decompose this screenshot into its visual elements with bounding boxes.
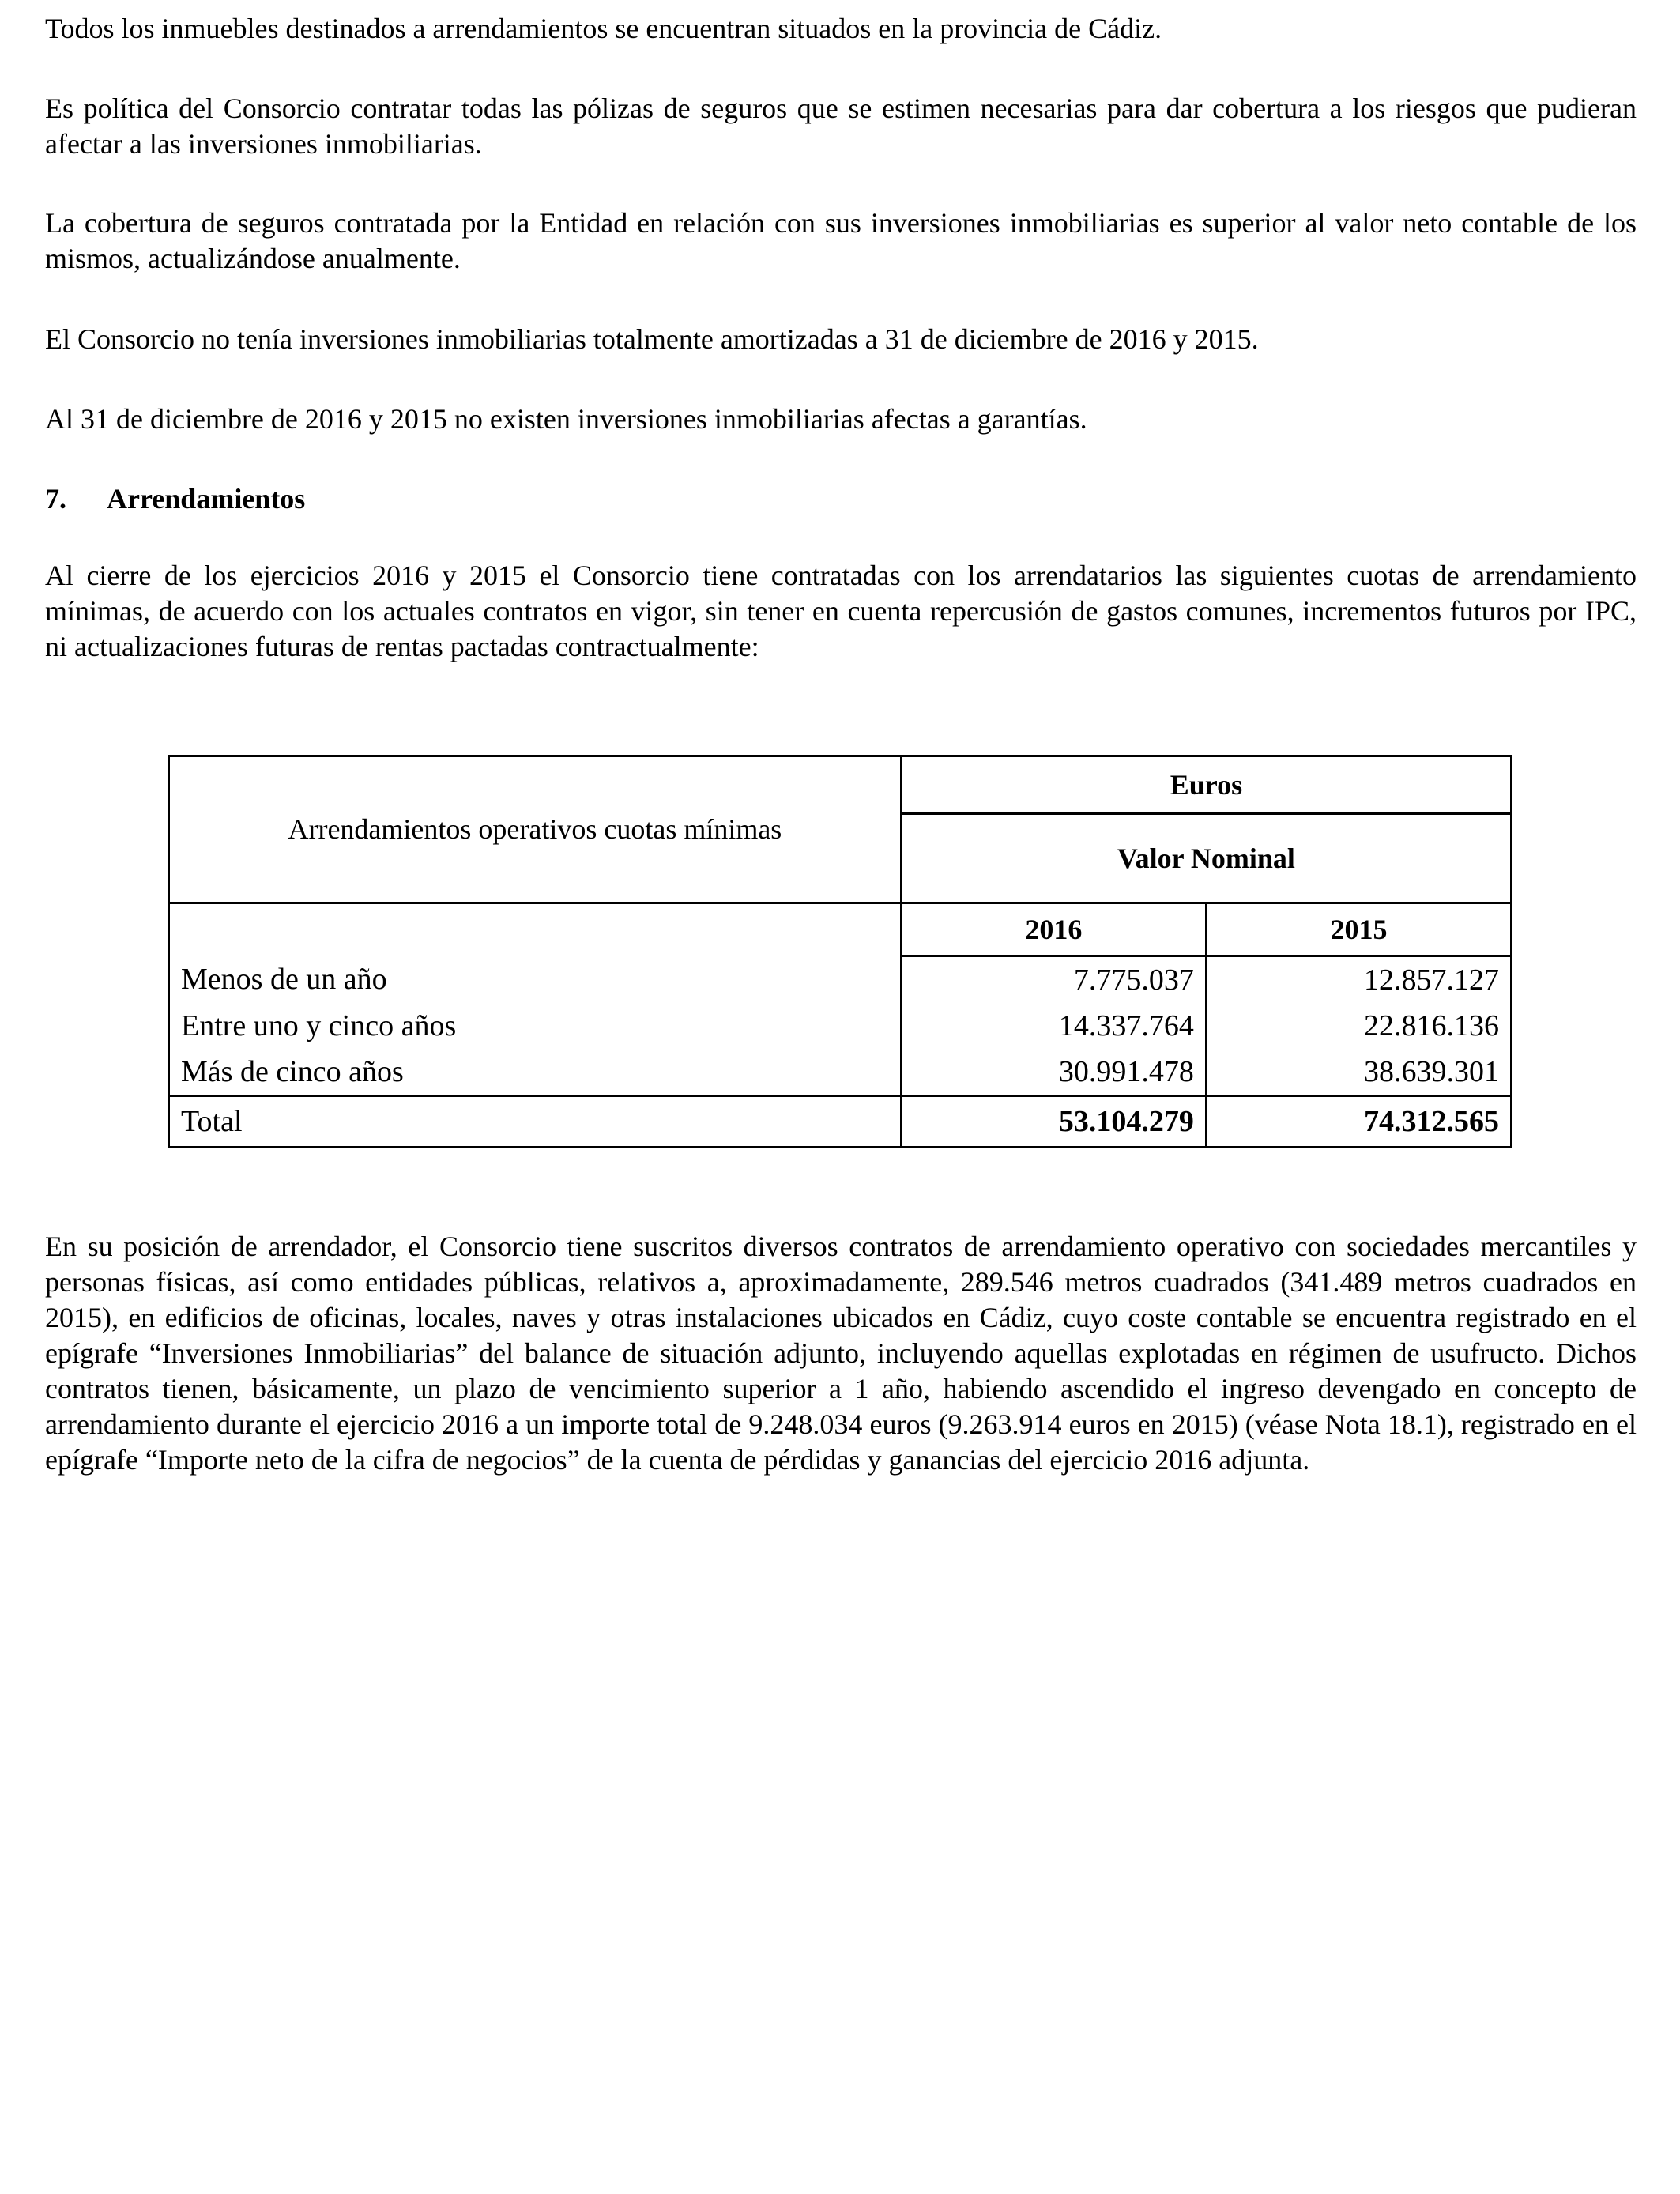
table-description-header: Arrendamientos operativos cuotas mínimas — [169, 756, 902, 903]
table-row — [169, 1049, 1512, 1096]
row-value-2015: 12.857.127 — [1206, 956, 1511, 1004]
section-heading — [45, 481, 305, 517]
total-value-2016: 53.104.279 — [901, 1096, 1206, 1148]
table-total-row — [169, 1096, 1512, 1148]
paragraph-insurance-coverage: La cobertura de seguros contratada por la Entidad en relación con sus inversiones inmobiliarias es superior al valor neto contable de los mismos, actualizándose anualmente. — [45, 207, 1637, 274]
row-value-2015: 38.639.301 — [1206, 1049, 1511, 1096]
table-row — [169, 1003, 1512, 1049]
section-number: 7. — [45, 483, 66, 515]
paragraph-guarantees: Al 31 de diciembre de 2016 y 2015 no existen inversiones inmobiliarias afectas a garantías. — [45, 403, 1087, 435]
paragraph-lessor-position: En su posición de arrendador, el Consorcio tiene suscritos diversos contratos de arrendamiento operativo con sociedades mercantiles y personas físicas, así como entidades públicas, relativos a, aproximadamente, 289.546 metros cuadrados (341.489 metros cuadrados en 2015), en edificios de oficinas, locales, naves y otras instalaciones ubicados en Cádiz, cuyo coste contable se encuentra registrado en el epígrafe “Inversiones Inmobiliarias” del balance de situación adjunto, incluyendo aquellas explotadas en régimen de usufructo. Dichos contratos tienen, básicamente, un plazo de vencimiento superior a 1 año, habiendo ascendido el ingreso devengado en concepto de arrendamiento durante el ejercicio 2016 a un importe total de 9.248.034 euros (9.263.914 euros en 2015) (véase Nota 18.1), registrado en el epígrafe “Importe neto de la cifra de negocios” de la cuenta de pérdidas y ganancias del ejercicio 2016 adjunta. — [45, 1231, 1637, 1476]
row-value-2016: 7.775.037 — [901, 956, 1206, 1004]
row-label: Entre uno y cinco años — [169, 1003, 902, 1049]
table-row — [169, 956, 1512, 1004]
row-value-2016: 14.337.764 — [901, 1003, 1206, 1049]
total-value-2015: 74.312.565 — [1206, 1096, 1511, 1148]
row-label: Menos de un año — [169, 956, 902, 1004]
paragraph-insurance-policy: Es política del Consorcio contratar todas las pólizas de seguros que se estimen necesarias para dar cobertura a los riesgos que pudieran afectar a las inversiones inmobiliarias. — [45, 92, 1637, 160]
paragraph-location: Todos los inmuebles destinados a arrendamientos se encuentran situados en la provincia de Cádiz. — [45, 13, 1162, 44]
row-label: Más de cinco años — [169, 1049, 902, 1096]
paragraph-amortized: El Consorcio no tenía inversiones inmobiliarias totalmente amortizadas a 31 de diciembre de 2016 y 2015. — [45, 323, 1259, 355]
lease-table — [168, 755, 1512, 1148]
table-year-row — [169, 903, 1512, 956]
section-title: Arrendamientos — [107, 483, 306, 515]
total-label: Total — [169, 1096, 902, 1148]
table-year-2016: 2016 — [901, 903, 1206, 956]
table-blank-cell — [169, 903, 902, 956]
paragraph-lease-intro: Al cierre de los ejercicios 2016 y 2015 el Consorcio tiene contratadas con los arrendatarios las siguientes cuotas de arrendamiento mínimas, de acuerdo con los actuales contratos en vigor, sin tener en cuenta repercusión de gastos comunes, incrementos futuros por IPC, ni actualizaciones futuras de rentas pactadas contractualmente: — [45, 560, 1637, 662]
table-year-2015: 2015 — [1206, 903, 1511, 956]
row-value-2016: 30.991.478 — [901, 1049, 1206, 1096]
row-value-2015: 22.816.136 — [1206, 1003, 1511, 1049]
table-currency-header: Euros — [901, 756, 1511, 814]
table-header-row-1 — [169, 756, 1512, 814]
table-value-header: Valor Nominal — [901, 814, 1511, 903]
